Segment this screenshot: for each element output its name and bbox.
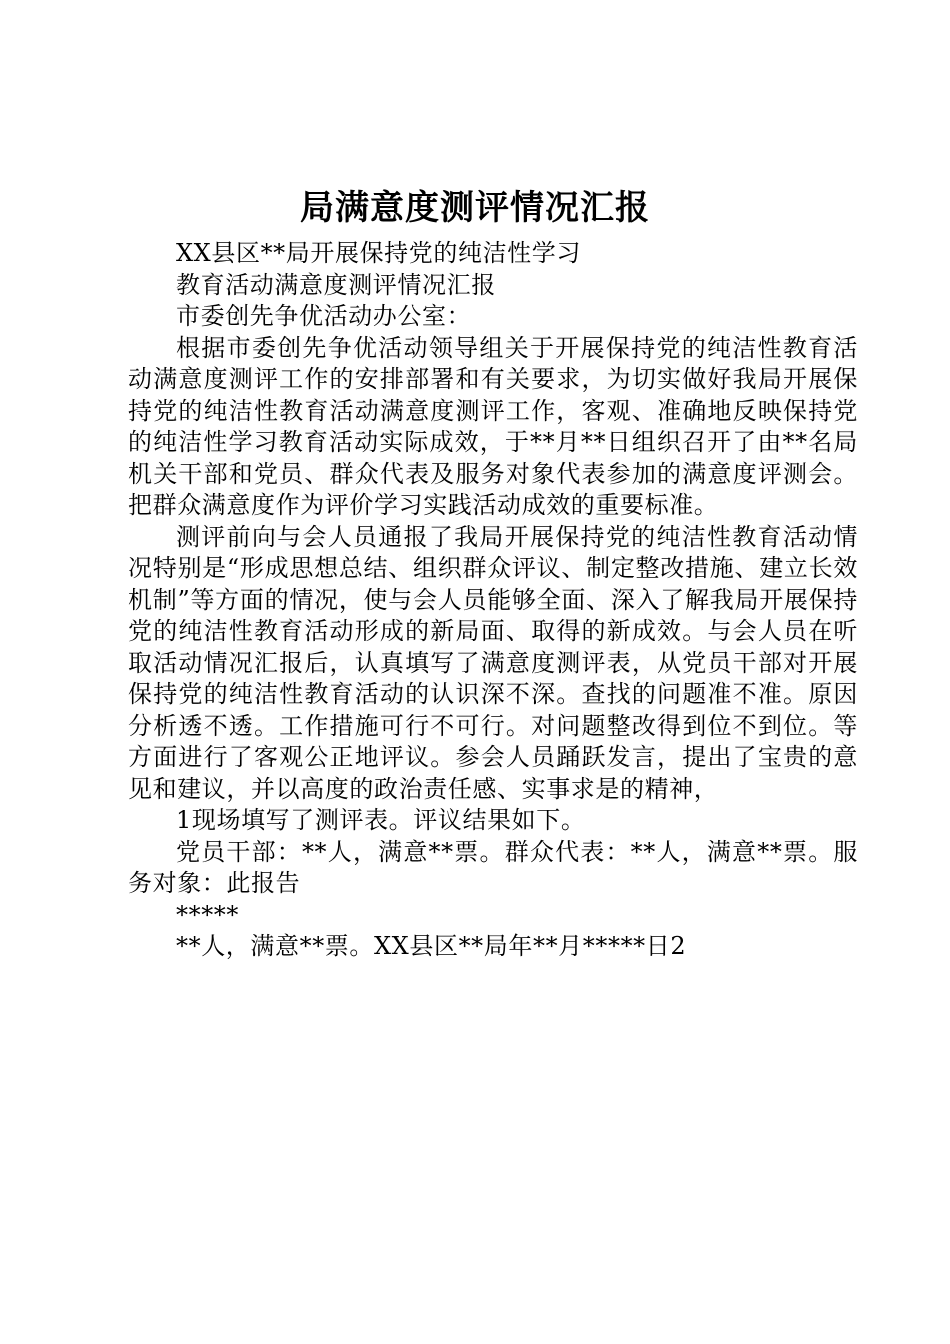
paragraph-results-intro: 1现场填写了测评表。评议结果如下。 <box>176 806 586 834</box>
addressee: 市委创先争优活动办公室： <box>176 302 472 330</box>
closing-line: **人，满意**票。XX县区**局年**月*****日2 <box>176 932 687 960</box>
asterisk-line: ***** <box>176 900 239 929</box>
paragraph-evaluation: 测评前向与会人员通报了我局开展保持党的纯洁性教育活动情况特别是“形成思想总结、组织群众评议、制定整改措施、建立长效机制”等方面的情况，使与会人员能够全面、深入了解我局开展保持党的纯洁性教育活动形成的新局面、取得的新成效。与会人员在听取活动情况汇报后，认真填写了满意度测评表，从党员干部对开展保持党的纯洁性教育活动的认识深不深。查找的问题准不准。原因分析透不透。工作措施可行不可行。对问题整改得到位不到位。等方面进行了客观公正地评议。参会人员踊跃发言，提出了宝贵的意见和建议，并以高度的政治责任感、实事求是的精神， <box>128 522 858 803</box>
document-title: 局满意度测评情况汇报 <box>300 188 650 228</box>
paragraph-results: 党员干部：**人，满意**票。群众代表：**人，满意**票。服务对象：此报告 <box>128 837 858 897</box>
paragraph-basis: 根据市委创先争优活动领导组关于开展保持党的纯洁性教育活动满意度测评工作的安排部署和有关要求，为切实做好我局开展保持党的纯洁性教育活动满意度测评工作，客观、准确地反映保持党的纯洁性学习教育活动实际成效，于**月**日组织召开了由**名局机关干部和党员、群众代表及服务对象代表参加的满意度评测会。把群众满意度作为评价学习实践活动成效的重要标准。 <box>128 333 858 519</box>
document-body <box>128 238 858 963</box>
subtitle-line-1: XX县区**局开展保持党的纯洁性学习 <box>176 239 581 267</box>
subtitle-line-2: 教育活动满意度测评情况汇报 <box>176 270 496 299</box>
